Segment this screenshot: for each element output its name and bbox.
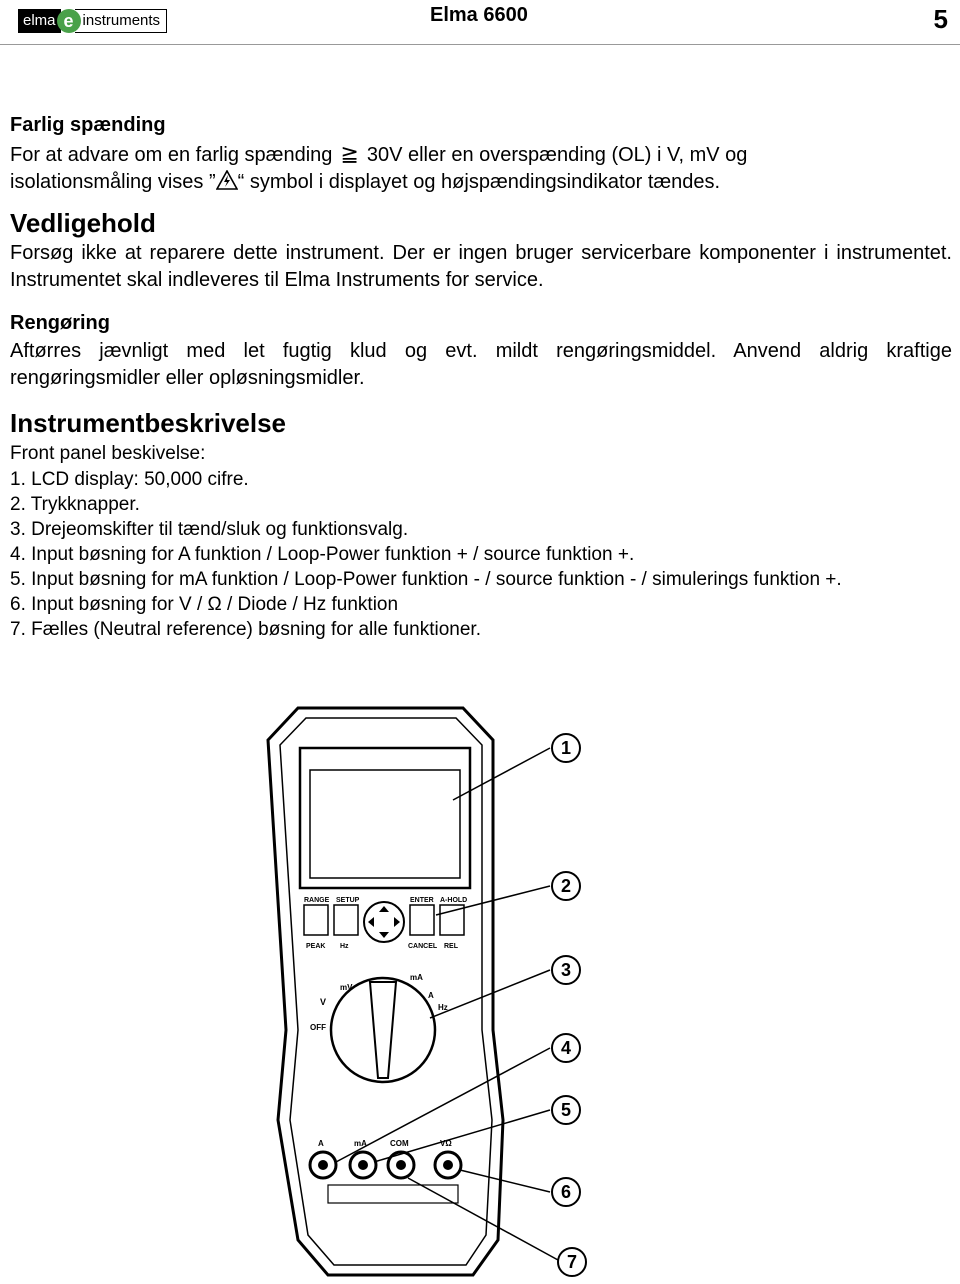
button-label-enter: ENTER — [410, 897, 434, 904]
list-item: 2. Trykknapper. — [10, 494, 140, 515]
input-jacks — [310, 1152, 461, 1178]
vedligehold-paragraph: Forsøg ikke at reparere dette instrument. Der er ingen bruger servicerbare komponenter i instrumentet. Instrumentet skal indleveres til Elma Instruments for service. — [10, 242, 952, 291]
button-label-rel: REL — [444, 943, 458, 950]
high-voltage-warning-icon — [216, 170, 238, 198]
button-label-peak: PEAK — [306, 943, 326, 950]
jack-label-ma: mA — [354, 1139, 367, 1148]
callout-3-leader — [430, 970, 550, 1018]
greater-equal-symbol: ≧ — [340, 141, 359, 166]
farlig-paragraph — [10, 140, 952, 198]
button-label-setup: SETUP — [336, 897, 360, 904]
callout-5-label: 5 — [560, 1100, 572, 1120]
list-item: 1. LCD display: 50,000 cifre. — [10, 469, 249, 490]
button-label-range: RANGE — [304, 897, 330, 904]
front-panel-subheading: Front panel beskivelse: — [10, 443, 206, 464]
callout-4-label: 4 — [560, 1038, 572, 1058]
page-header — [0, 0, 960, 44]
rotary-dial — [331, 978, 435, 1082]
list-item: 7. Fælles (Neutral reference) bøsning for alle funktioner. — [10, 619, 481, 640]
lcd-display-frame — [300, 748, 470, 888]
callout-1-leader — [453, 748, 550, 800]
document-title: Elma 6600 — [430, 4, 528, 26]
list-item: 5. Input bøsning for mA funktion / Loop-Power funktion - / source funktion - / simulerings funktion +. — [10, 569, 842, 590]
elma-logo — [18, 8, 167, 34]
header-divider — [0, 44, 960, 45]
farlig-line1b: 30V eller en overspænding (OL) i V, mV og — [366, 144, 748, 166]
page-content — [10, 110, 952, 642]
multimeter-diagram — [258, 700, 618, 1279]
list-item: 6. Input bøsning for V / Ω / Diode / Hz funktion — [10, 594, 399, 615]
jack-label-v: VΩ — [440, 1139, 452, 1148]
farlig-line2b: “ symbol i displayet og højspændingsindikator tændes. — [237, 171, 721, 193]
lcd-display-screen — [310, 770, 460, 878]
logo-elma-text: elma — [18, 9, 61, 33]
button-row — [304, 902, 464, 942]
callout-7-leader — [408, 1178, 558, 1260]
section-heading-vedligehold: Vedligehold — [10, 208, 156, 238]
meter-body-outline — [268, 708, 503, 1275]
dial-label-v: V — [320, 997, 327, 1007]
dial-label-hz: Hz — [438, 1003, 448, 1012]
jack-label-a: A — [318, 1139, 324, 1148]
button-label-ahold: A-HOLD — [440, 897, 468, 904]
rengoring-paragraph: Aftørres jævnligt med let fugtig klud og evt. mildt rengøringsmiddel. Anvend aldrig kraftige rengøringsmidler eller opløsningsmidler. — [10, 340, 952, 389]
jack-label-com: COM — [390, 1139, 409, 1148]
front-panel-list — [10, 467, 952, 642]
dial-label-a: A — [428, 991, 434, 1000]
callout-2-label: 2 — [560, 876, 572, 896]
logo-e-mark: e — [57, 9, 81, 33]
section-heading-instrumentbeskrivelse: Instrumentbeskrivelse — [10, 408, 287, 438]
list-item: 3. Drejeomskifter til tænd/sluk og funktionsvalg. — [10, 519, 409, 540]
rotary-dial-knob — [370, 982, 396, 1078]
callout-6-label: 6 — [560, 1182, 572, 1202]
button-label-hz: Hz — [340, 943, 349, 950]
callout-5-leader — [374, 1110, 550, 1162]
farlig-line2a: isolationsmåling vises ” — [10, 171, 216, 193]
callout-3-label: 3 — [560, 960, 572, 980]
logo-instruments-text: instruments — [75, 9, 168, 33]
section-heading-rengoring: Rengøring — [10, 312, 110, 334]
dial-label-ma: mA — [410, 973, 423, 982]
farlig-line1a: For at advare om en farlig spænding — [10, 144, 333, 166]
page-number: 5 — [933, 4, 948, 34]
button-label-cancel: CANCEL — [408, 943, 438, 950]
list-item: 4. Input bøsning for A funktion / Loop-Power funktion + / source funktion +. — [10, 544, 635, 565]
dial-label-off: OFF — [310, 1023, 326, 1032]
multimeter-drawing — [258, 700, 618, 1279]
dial-label-mv: mV — [340, 983, 353, 992]
callout-7-label: 7 — [566, 1252, 578, 1272]
callout-6-leader — [460, 1170, 550, 1192]
callout-1-label: 1 — [560, 738, 572, 758]
section-heading-farlig: Farlig spænding — [10, 114, 166, 136]
